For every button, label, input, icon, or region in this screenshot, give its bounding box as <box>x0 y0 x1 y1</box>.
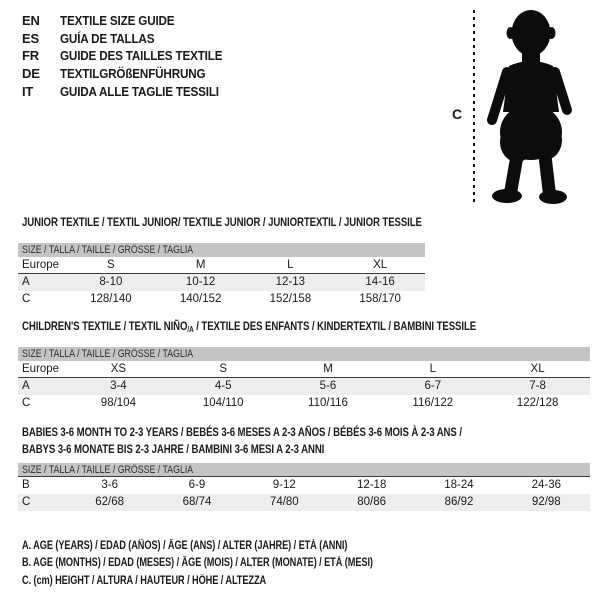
section-title-babies-line2: BABYS 3-6 MONATE BIS 2-3 JAHRE / BAMBINI 3-6 MESI A 2-3 ANNI <box>22 442 325 456</box>
table-cell: 62/68 <box>95 496 125 508</box>
table-cell: 86/92 <box>444 496 474 508</box>
children-size-table <box>18 347 590 412</box>
size-header-text: SIZE / TALLA / TAILLE / GRÖSSE / TAGLIA <box>22 464 194 476</box>
baby-silhouette-icon <box>482 6 574 208</box>
language-row-en <box>22 12 240 30</box>
table-cell: 158/170 <box>359 293 401 305</box>
column-header-xl: XL <box>530 363 545 375</box>
size-row-c <box>18 494 590 511</box>
table-cell: 6-7 <box>424 380 442 392</box>
table-cell: 6-9 <box>188 479 206 491</box>
column-header-m: M <box>323 363 333 375</box>
table-cell: 24-36 <box>531 479 562 491</box>
size-row-a <box>18 274 425 291</box>
table-cell: 9-12 <box>272 479 296 491</box>
footnote-c: C. (cm) HEIGHT / ALTURA / HAUTEUR / HÖHE / ALTEZZA <box>22 574 267 587</box>
row-label: A <box>22 380 30 392</box>
table-cell: 18-24 <box>444 479 474 491</box>
language-title: TEXTILE SIZE GUIDE <box>60 13 175 29</box>
column-header-s: S <box>219 363 228 375</box>
size-row-c <box>18 395 590 412</box>
table-cell: 7-8 <box>529 380 546 392</box>
table-cell: 5-6 <box>319 380 337 392</box>
language-code: IT <box>22 83 34 99</box>
footnote-a: A. AGE (YEARS) / EDAD (AÑOS) / ÂGE (ANS) / ALTER (JAHRE) / ETÀ (ANNI) <box>22 540 348 552</box>
columns-header-row <box>18 361 590 378</box>
column-header-europe: Europe <box>22 363 60 375</box>
table-cell: 116/122 <box>412 397 454 409</box>
size-header-bar <box>18 243 425 257</box>
size-row-b <box>18 477 590 494</box>
table-cell: 152/158 <box>269 293 312 305</box>
size-header-text: SIZE / TALLA / TAILLE / GRÖSSE / TAGLIA <box>22 348 194 360</box>
language-row-es <box>22 30 240 48</box>
footnotes <box>22 538 461 590</box>
column-header-xs: XS <box>110 363 127 375</box>
language-row-de <box>22 65 240 83</box>
language-code: EN <box>22 13 40 29</box>
size-header-bar <box>18 347 590 361</box>
footnote-b: B. AGE (MONTHS) / EDAD (MESES) / ÂGE (MOIS) / ALTER (MONATE) / ETÀ (MESI) <box>22 557 373 570</box>
column-header-xl: XL <box>373 259 388 271</box>
table-cell: 3-6 <box>101 479 118 491</box>
table-cell: 92/98 <box>531 496 561 508</box>
table-cell: 128/140 <box>90 293 132 305</box>
table-cell: 140/152 <box>179 293 222 305</box>
columns-header-row <box>18 257 425 274</box>
section-title-children <box>22 319 476 333</box>
language-title: GUIDA ALLE TAGLIE TESSILI <box>60 83 219 99</box>
babies-size-table <box>18 463 590 511</box>
section-title-junior: JUNIOR TEXTILE / TEXTIL JUNIOR/ TEXTILE JUNIOR / JUNIORTEXTIL / JUNIOR TESSILE <box>22 215 422 229</box>
column-header-l: L <box>429 363 436 375</box>
language-row-fr <box>22 47 240 65</box>
section-title-babies-line1: BABIES 3-6 MONTH TO 2-3 YEARS / BEBÉS 3-6 MESES A 2-3 AÑOS / BÉBÉS 3-6 MOIS À 2-3 ANS / <box>22 425 462 439</box>
table-cell: 74/80 <box>269 496 299 508</box>
table-cell: 110/116 <box>308 397 348 409</box>
size-row-c <box>18 291 425 308</box>
size-header-bar <box>18 463 590 477</box>
table-cell: 98/104 <box>100 397 136 409</box>
row-label: A <box>22 276 30 288</box>
table-cell: 68/74 <box>182 496 212 508</box>
row-label: B <box>22 479 30 491</box>
height-measure-dotted-line <box>473 10 475 206</box>
language-code: DE <box>22 66 40 82</box>
section-title-text: CHILDREN'S TEXTILE / TEXTIL NIÑO <box>22 319 188 333</box>
language-code: FR <box>22 48 39 64</box>
section-title-text: / TEXTILE DES ENFANTS / KINDERTEXTIL / BAMBINI TESSILE <box>193 319 477 333</box>
table-cell: 104/110 <box>202 397 244 409</box>
table-cell: 14-16 <box>365 276 395 288</box>
language-list <box>22 12 240 100</box>
table-cell: 12-13 <box>275 276 306 288</box>
row-label: C <box>22 397 31 409</box>
column-header-m: M <box>195 259 206 271</box>
height-measure-label: C <box>452 106 463 122</box>
column-header-europe: Europe <box>22 259 60 271</box>
row-label: C <box>22 496 31 508</box>
language-row-it <box>22 82 240 100</box>
table-cell: 3-4 <box>110 380 127 392</box>
table-cell: 4-5 <box>214 380 232 392</box>
junior-size-table <box>18 243 425 308</box>
table-cell: 10-12 <box>185 276 216 288</box>
language-code: ES <box>22 30 39 46</box>
column-header-s: S <box>107 259 115 271</box>
size-header-text: SIZE / TALLA / TAILLE / GRÖSSE / TAGLIA <box>22 244 194 256</box>
section-title-subscript: /A <box>187 325 194 334</box>
size-row-a <box>18 378 590 395</box>
row-label: C <box>22 293 31 305</box>
table-cell: 8-10 <box>99 276 123 288</box>
language-title: GUIDE DES TAILLES TEXTILE <box>60 48 223 64</box>
table-cell: 12-18 <box>356 479 387 491</box>
table-cell: 122/128 <box>516 397 559 409</box>
language-title: GUÍA DE TALLAS <box>60 30 155 46</box>
table-cell: 80/86 <box>357 496 387 508</box>
column-header-l: L <box>287 259 294 271</box>
language-title: TEXTILGRÖßENFÜHRUNG <box>60 66 206 82</box>
